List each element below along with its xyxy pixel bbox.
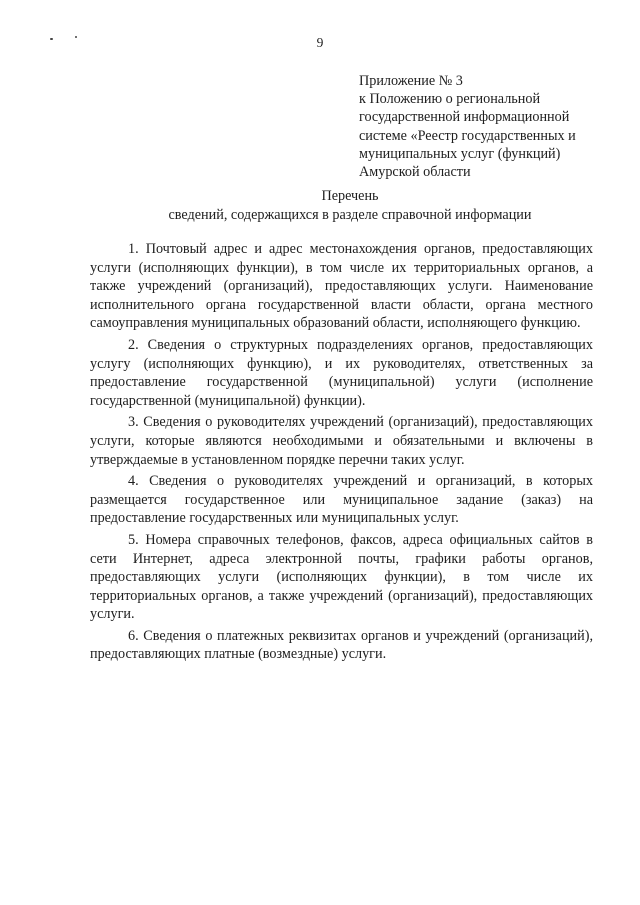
appendix-line: муниципальных услуг (функций) <box>359 145 561 162</box>
appendix-line: Приложение № 3 <box>359 73 463 89</box>
title-heading: Перечень <box>321 188 379 204</box>
list-item: 4. Сведения о руководителях учреждений и организаций, в которых размещается государственное или муниципальное задание (заказ) на предоставление государственных или муниципальных услуг. <box>90 473 593 527</box>
list-item: 2. Сведения о структурных подразделениях органов, предоставляющих услугу (исполняющих функцию), и их руководителях, ответственных за предоставление государственной (муниципальной) услуги (исполнение государственной (муниципальной) функции). <box>90 336 593 409</box>
title-subheading: сведений, содержащихся в разделе справочной информации <box>168 207 532 223</box>
list-item: 3. Сведения о руководителях учреждений (организаций), предоставляющих услуги, которые являются необходимыми и обязательными и включены в утверждаемые в установленном порядке перечни таких услуг. <box>90 414 593 468</box>
list-item: 1. Почтовый адрес и адрес местонахождения органов, предоставляющих услуги (исполняющих функции), в том числе их территориальных органов, а также учреждений (организаций), предоставляющих услуги. Наименование исполнительного органа государственной власти области, органа местного самоуправления муниципальных образований области, исполняющего функцию. <box>90 241 593 332</box>
list-item: 5. Номера справочных телефонов, факсов, адреса официальных сайтов в сети Интернет, адреса электронной почты, графики работы органов, предоставляющих услуги (исполняющих функции), в том числе их территориальных органов, а также учреждений (организаций), предоставляющих услуги. <box>90 531 593 623</box>
appendix-line: государственной информационной <box>359 109 570 126</box>
appendix-line: системе «Реестр государственных и <box>359 127 576 144</box>
appendix-line: к Положению о региональной <box>359 91 541 108</box>
page-number: 9 <box>316 35 324 50</box>
list-item: 6. Сведения о платежных реквизитах органов и учреждений (организаций), предоставляющих платные (возмездные) услуги. <box>90 627 593 663</box>
appendix-line: Амурской области <box>359 164 471 181</box>
document-title <box>60 187 640 225</box>
document-body <box>90 240 593 667</box>
appendix-header <box>359 72 609 181</box>
